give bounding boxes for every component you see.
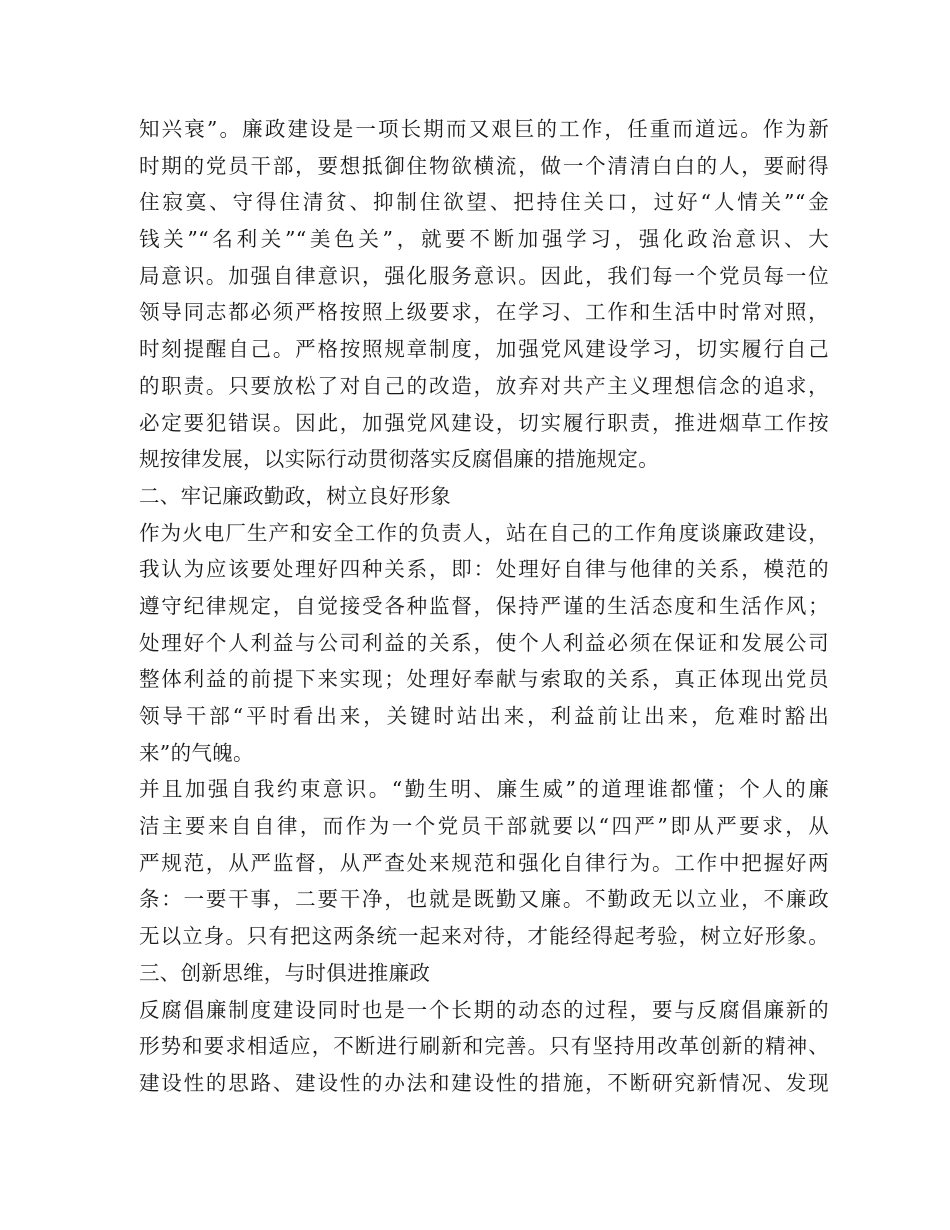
text-line: 我认为应该要处理好四种关系，即：处理好自律与他律的关系，模范的 (139, 557, 829, 582)
text-line: 时刻提醒自己。严格按照规章制度，加强党风建设学习，切实履行自己 (139, 337, 829, 362)
text-line: 建设性的思路、建设性的办法和建设性的措施，不断研究新情况、发现 (139, 1070, 829, 1095)
section-heading: 二、牢记廉政勤政，树立良好形象 (139, 483, 451, 508)
text-line: 整体利益的前提下来实现；处理好奉献与索取的关系，真正体现出党员 (139, 667, 829, 692)
text-line: 来”的气魄。 (139, 740, 254, 765)
text-line: 知兴衰”。廉政建设是一项长期而又艰巨的工作，任重而道远。作为新 (139, 117, 829, 141)
text-line: 洁主要来自自律，而作为一个党员干部就要以“四严”即从严要求，从 (139, 814, 829, 839)
text-line: 反腐倡廉制度建设同时也是一个长期的动态的过程，要与反腐倡廉新的 (139, 997, 829, 1022)
text-line: 局意识。加强自律意识，强化服务意识。因此，我们每一个党员每一位 (139, 263, 829, 288)
document-body (139, 111, 829, 1102)
text-line: 作为火电厂生产和安全工作的负责人，站在自己的工作角度谈廉政建设， (139, 520, 829, 545)
text-line: 条：一要干事，二要干净，也就是既勤又廉。不勤政无以立业，不廉政 (139, 887, 829, 912)
text-line: 钱关”“名利关”“美色关”，就要不断加强学习，强化政治意识、大 (139, 227, 829, 252)
text-line: 处理好个人利益与公司利益的关系，使个人利益必须在保证和发展公司 (139, 630, 829, 655)
text-line: 领导同志都必须严格按照上级要求，在学习、工作和生活中时常对照， (139, 300, 829, 325)
text-line: 严规范，从严监督，从严查处来规范和强化自律行为。工作中把握好两 (139, 850, 829, 875)
text-line: 规按律发展，以实际行动贯彻落实反腐倡廉的措施规定。 (139, 447, 659, 472)
text-line: 的职责。只要放松了对自己的改造，放弃对共产主义理想信念的追求， (139, 373, 829, 398)
text-line: 无以立身。只有把这两条统一起来对待，才能经得起考验，树立好形象。 (139, 924, 829, 949)
text-line: 住寂寞、守得住清贫、抑制住欲望、把持住关口，过好“人情关”“金 (139, 190, 829, 215)
text-line: 领导干部“平时看出来，关键时站出来，利益前让出来，危难时豁出 (139, 704, 829, 728)
text-line: 并且加强自我约束意识。“勤生明、廉生威”的道理谁都懂；个人的廉 (139, 777, 829, 802)
section-heading: 三、创新思维，与时俱进推廉政 (139, 960, 431, 985)
text-line: 形势和要求相适应，不断进行刷新和完善。只有坚持用改革创新的精神、 (139, 1034, 829, 1059)
text-line: 必定要犯错误。因此，加强党风建设，切实履行职责，推进烟草工作按 (139, 410, 829, 435)
text-line: 时期的党员干部，要想抵御住物欲横流，做一个清清白白的人，要耐得 (139, 153, 829, 178)
text-line: 遵守纪律规定，自觉接受各种监督，保持严谨的生活态度和生活作风； (139, 593, 829, 618)
